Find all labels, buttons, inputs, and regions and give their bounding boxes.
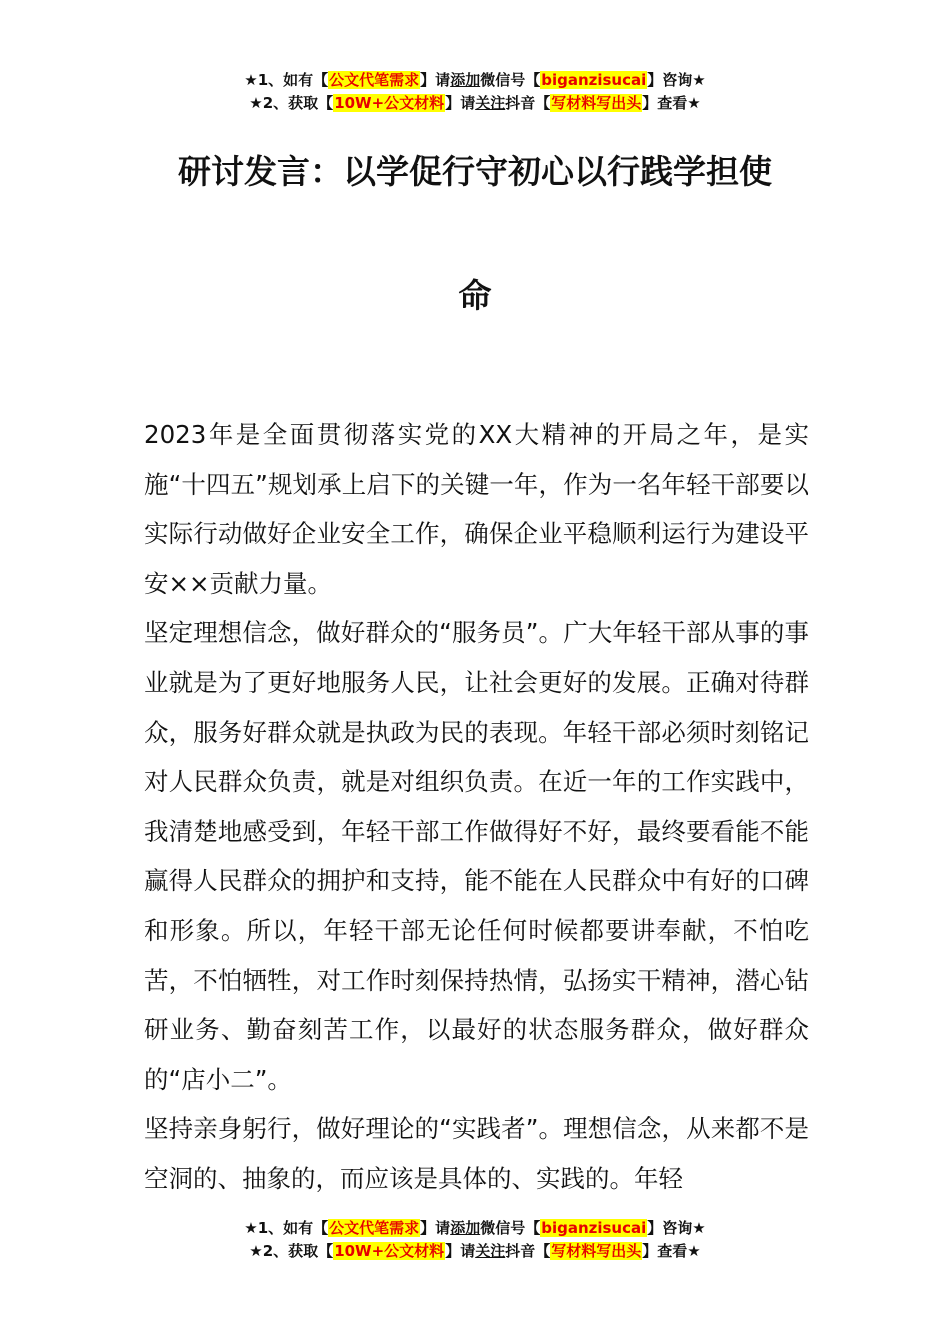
body-paragraph-1: 2023年是全面贯彻落实党的XX大精神的开局之年，是实施“十四五”规划承上启下的关键一年，作为一名年轻干部要以实际行动做好企业安全工作，确保企业平稳顺利运行为建设平安××贡献力量。: [144, 420, 809, 598]
footer-highlight-materials: 10W+公文材料: [334, 1242, 445, 1260]
header-banner-line-1: ★1、如有【公文代笔需求】请添加微信号【biganzisucai】咨询★: [244, 71, 706, 89]
body-paragraph-2: 坚定理想信念，做好群众的“服务员”。广大年轻干部从事的事业就是为了更好地服务人民，让社会更好的发展。正确对待群众，服务好群众就是执政为民的表现。年轻干部必须时刻铭记对人民群众负责，就是对组织负责。在近一年的工作实践中，我清楚地感受到，年轻干部工作做得好不好，最终要看能不能赢得人民群众的拥护和支持，能不能在人民群众中有好的口碑和形象。所以，年轻干部无论任何时候都要讲奉献，不怕吃苦，不怕牺牲，对工作时刻保持热情，弘扬实干精神，潜心钻研业务、勤奋刻苦工作，以最好的状态服务群众，做好群众的“店小二”。: [144, 618, 809, 1094]
body-paragraph-3: 坚持亲身躬行，做好理论的“实践者”。理想信念，从来都不是空洞的、抽象的，而应该是具体的、实践的。年轻: [144, 1114, 809, 1193]
header-banner-line-2: ★2、获取【10W+公文材料】请关注抖音【写材料写出头】查看★: [249, 94, 701, 112]
footer-highlight-douyin-account: 写材料写出头: [551, 1242, 642, 1260]
document-title: [130, 142, 820, 326]
footer-banner: [0, 1217, 950, 1263]
document-body: [144, 410, 809, 1204]
header-banner: [0, 69, 950, 115]
document-title-line-1: 研讨发言：以学促行守初心以行践学担使: [178, 152, 772, 191]
document-title-line-2: 命: [458, 276, 492, 315]
footer-highlight-service: 公文代笔需求: [329, 1219, 420, 1237]
header-highlight-wechat-id: biganzisucai: [541, 71, 647, 89]
footer-highlight-wechat-id: biganzisucai: [541, 1219, 647, 1237]
footer-banner-line-2: ★2、获取【10W+公文材料】请关注抖音【写材料写出头】查看★: [249, 1242, 701, 1260]
footer-banner-line-1: ★1、如有【公文代笔需求】请添加微信号【biganzisucai】咨询★: [244, 1219, 706, 1237]
header-highlight-materials: 10W+公文材料: [334, 94, 445, 112]
header-highlight-service: 公文代笔需求: [329, 71, 420, 89]
header-highlight-douyin-account: 写材料写出头: [551, 94, 642, 112]
